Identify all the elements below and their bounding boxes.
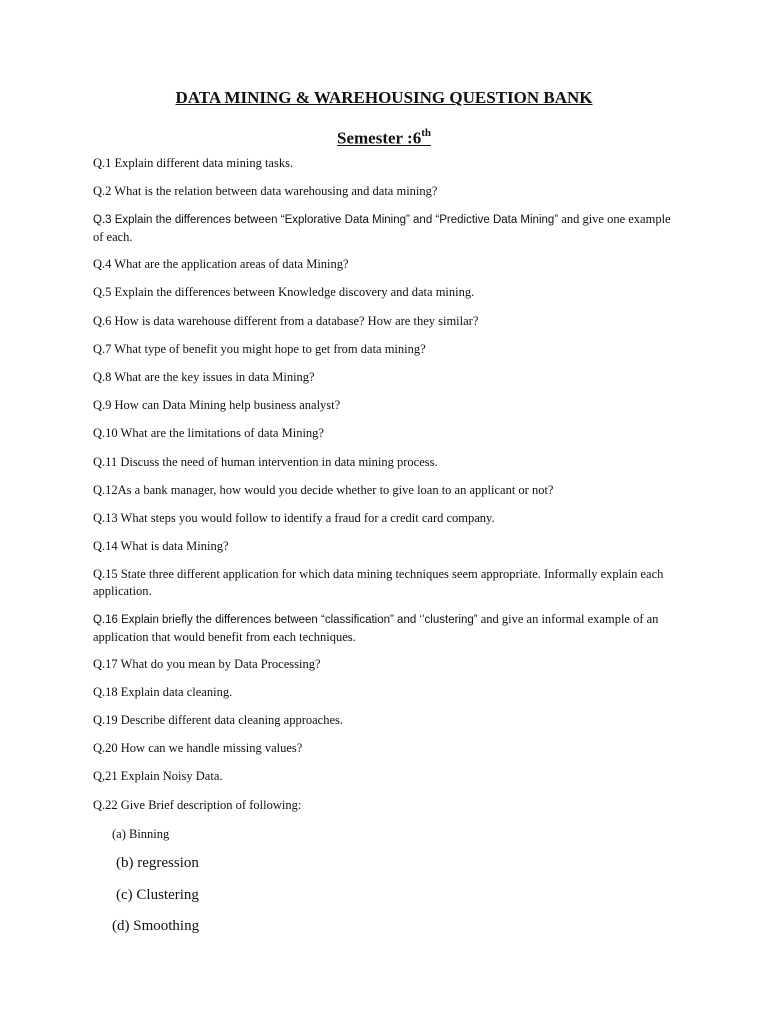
question-17: Q.17 What do you mean by Data Processing? — [93, 657, 321, 671]
document-title: DATA MINING & WAREHOUSING QUESTION BANK — [175, 88, 593, 107]
question-14: Q.14 What is data Mining? — [93, 539, 229, 553]
question-1: Q.1 Explain different data mining tasks. — [93, 156, 294, 170]
question-10: Q.10 What are the limitations of data Mining? — [93, 426, 324, 440]
question-13: Q.13 What steps you would follow to identify a fraud for a credit card company. — [93, 511, 495, 525]
question-7: Q.7 What type of benefit you might hope to get from data mining? — [93, 342, 426, 356]
question-15: Q.15 State three different application for which data mining techniques seem appropriate. Informally explain each application. — [93, 567, 664, 598]
question-3-tail: and give one example of each. — [93, 212, 671, 244]
question-2: Q.2 What is the relation between data warehousing and data mining? — [93, 184, 438, 198]
question-16-tail: and give an informal example of an application that would benefit from each techniques. — [93, 612, 659, 644]
question-22: Q.22 Give Brief description of following: — [93, 798, 302, 812]
semester-heading — [0, 123, 768, 150]
question-6: Q.6 How is data warehouse different from a database? How are they similar? — [93, 314, 479, 328]
question-11: Q.11 Discuss the need of human intervention in data mining process. — [93, 455, 438, 469]
question-18: Q.18 Explain data cleaning. — [93, 685, 233, 699]
question-4: Q.4 What are the application areas of data Mining? — [93, 257, 349, 271]
question-21: Q,21 Explain Noisy Data. — [93, 769, 223, 783]
question-8: Q.8 What are the key issues in data Mining? — [93, 370, 315, 384]
subitem-regression: (b) regression — [116, 855, 199, 871]
question-5: Q.5 Explain the differences between Knowledge discovery and data mining. — [93, 285, 475, 299]
semester-label: Semester :6 — [337, 128, 422, 148]
question-12: Q.12As a bank manager, how would you decide whether to give loan to an applicant or not? — [93, 483, 554, 497]
question-16-main: Q.16 Explain briefly the differences between “classification” and ‘’clustering” — [93, 614, 478, 626]
question-16 — [93, 611, 683, 647]
subitem-smoothing: (d) Smoothing — [112, 918, 200, 934]
subitem-binning: (a) Binning — [112, 827, 170, 841]
question-20: Q.20 How can we handle missing values? — [93, 741, 303, 755]
semester-superscript: th — [421, 127, 431, 139]
question-3 — [93, 211, 683, 247]
question-3-main: Q.3 Explain the differences between “Explorative Data Mining” and “Predictive Data Mining” — [93, 214, 559, 226]
subitem-clustering: (c) Clustering — [116, 887, 199, 903]
question-19: Q.19 Describe different data cleaning approaches. — [93, 713, 344, 727]
question-9: Q.9 How can Data Mining help business analyst? — [93, 398, 341, 412]
